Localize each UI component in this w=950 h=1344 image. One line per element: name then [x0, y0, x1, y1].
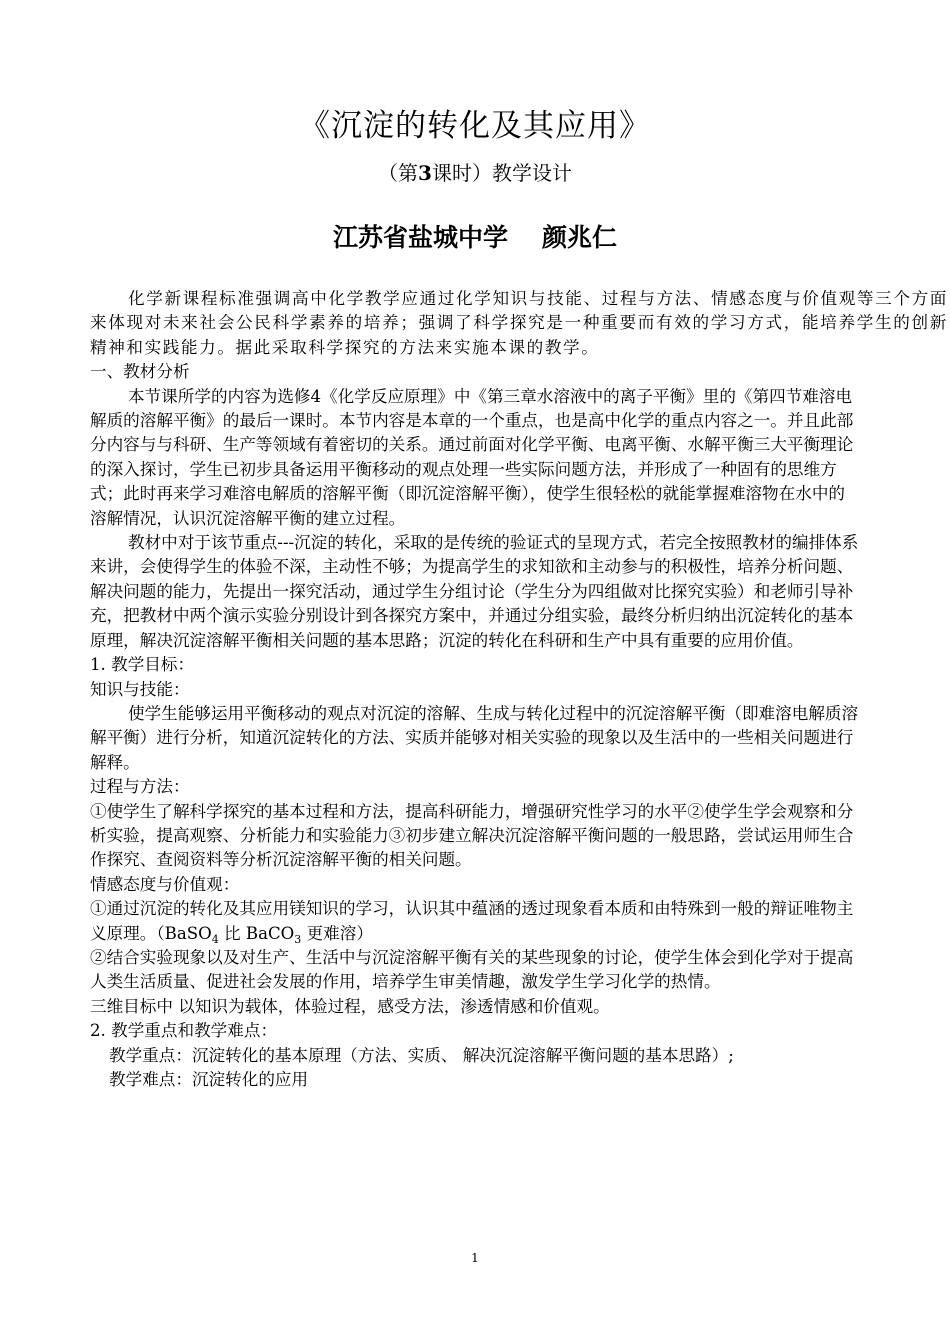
attitude-text-main: ①通过沉淀的转化及其应用镁知识的学习，认识其中蕴涵的透过现象看本质和由特殊到一般的辩证唯物主义原理。（: [90, 899, 854, 943]
section-heading-textbook-analysis: 一、教材分析: [90, 362, 190, 382]
subtitle-suffix: 课时）教学设计: [431, 161, 572, 185]
author-name: 颜兆仁: [542, 223, 618, 252]
document-subtitle: [0, 157, 950, 186]
teaching-key-point: 教学重点：沉淀转化的基本原理（方法、实质、 解决沉淀溶解平衡问题的基本思路）;: [109, 1045, 734, 1065]
author-line: [0, 218, 950, 254]
page-number: 1: [471, 1251, 479, 1265]
attitude-values-text-2: ②结合实验现象以及对生产、生活中与沉淀溶解平衡有关的某些现象的讨论，使学生体会到化学对于提高人类生活质量、促进社会发展的作用，培养学生审美情趣，激发学生学习化学的热情。: [90, 947, 854, 992]
knowledge-skills-text: 使学生能够运用平衡移动的观点对沉淀的溶解、生成与转化过程中的沉淀溶解平衡（即难溶电解质溶解平衡）进行分析，知道沉淀转化的方法、实质并能够对相关实验的现象以及生活中的一些相关问题进行解释。: [90, 703, 859, 772]
textbook-analysis-paragraph-2: 教材中对于该节重点---沉淀的转化，采取的是传统的验证式的呈现方式，若完全按照教材的编排体系来讲，会使得学生的体验不深，主动性不够；为提高学生的求知欲和主动参与的积极性，培养分析问题、解决问题的能力，先提出一探究活动，通过学生分组讨论（学生分为四组做对比探究实验）和老师引导补充，把教材中两个演示实验分别设计到各探究方案中，并通过分组实验，最终分析归纳出沉淀转化的基本原理，解决沉淀溶解平衡相关问题的基本思路；沉淀的转化在科研和生产中具有重要的应用价值。: [90, 533, 859, 650]
subheading-attitude-values: 情感态度与价值观：: [90, 874, 240, 894]
subscript-4: 4: [211, 932, 219, 946]
textbook-analysis-paragraph-1: 本节课所学的内容为选修4《化学反应原理》中《第三章水溶液中的离子平衡》里的《第四节难溶电解质的溶解平衡》的最后一课时。本节内容是本章的一个重点，也是高中化学的重点内容之一。并且此部分内容与与科研、生产等领域有着密切的关系。通过前面对化学平衡、电离平衡、水解平衡三大平衡理论的深入探讨，学生已初步具备运用平衡移动的观点处理一些实际问题方法，并形成了一种固有的思维方式；此时再来学习难溶电解质的溶解平衡（即沉淀溶解平衡），使学生很轻松的就能掌握难溶物在水中的溶解情况，认识沉淀溶解平衡的建立过程。: [90, 386, 854, 528]
teaching-difficult-point: 教学难点：沉淀转化的应用: [109, 1070, 309, 1089]
document-body: [90, 287, 948, 1092]
attitude-values-text-1: [90, 897, 860, 946]
intro-paragraph: 化学新课程标准强调高中化学教学应通过化学知识与技能、过程与方法、情感态度与价值观等三个方面来体现对未来社会公民科学素养的培养；强调了科学探究是一种重要而有效的学习方式，能培养学生的创新精神和实践能力。据此采取科学探究的方法来实施本课的教学。: [90, 289, 948, 357]
section-heading-teaching-goals: 1. 教学目标：: [90, 655, 195, 675]
attitude-text-tail: 更难溶）: [301, 923, 373, 943]
three-dimension-summary: 三维目标中 以知识为载体，体验过程，感受方法，渗透情感和价值观。: [90, 996, 610, 1016]
subtitle-prefix: （第: [378, 161, 419, 185]
chem-formula-baco3: BaCO: [245, 923, 295, 943]
subheading-knowledge-skills: 知识与技能：: [90, 679, 190, 699]
subtitle-lesson-number: 3: [418, 161, 432, 185]
main-sections: [90, 360, 860, 1092]
attitude-text-mid: 比: [218, 923, 246, 943]
subscript-3: 3: [294, 932, 302, 946]
process-methods-text: ①使学生了解科学探究的基本过程和方法，提高科研能力，增强研究性学习的水平②使学生学会观察和分析实验，提高观察、分析能力和实验能力③初步建立解决沉淀溶解平衡问题的一般思路，尝试运用师生合作探究、查阅资料等分析沉淀溶解平衡的相关问题。: [90, 801, 854, 870]
document-title: 《沉淀的转化及其应用》: [299, 108, 651, 144]
chem-formula-baso4: BaSO: [164, 923, 212, 943]
section-heading-key-points: 2. 教学重点和教学难点：: [90, 1021, 278, 1041]
subheading-process-methods: 过程与方法：: [90, 777, 190, 797]
author-school: 江苏省盐城中学: [332, 223, 508, 252]
